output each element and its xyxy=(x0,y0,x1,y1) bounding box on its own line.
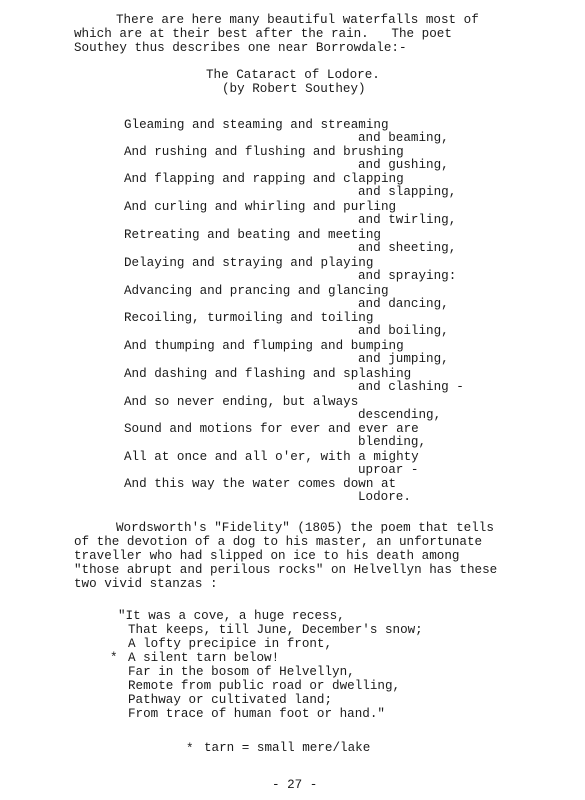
footnote-marker: * xyxy=(110,651,118,665)
poem-line-continuation: and clashing - xyxy=(358,380,464,394)
poem-line-continuation: and jumping, xyxy=(358,352,449,366)
stanza-line: Remote from public road or dwelling, xyxy=(128,679,401,693)
poem-line-continuation: uproar - xyxy=(358,463,419,477)
stanza-line: A silent tarn below! xyxy=(128,651,280,665)
poem-line-continuation: and slapping, xyxy=(358,185,457,199)
poem-line: Recoiling, turmoiling and toiling xyxy=(124,311,374,325)
poem-line: Delaying and straying and playing xyxy=(124,256,374,270)
poem-line: All at once and all o'er, with a mighty xyxy=(124,450,419,464)
poem-line: Advancing and prancing and glancing xyxy=(124,284,389,298)
stanza-line: From trace of human foot or hand." xyxy=(128,707,385,721)
paragraph-line: of the devotion of a dog to his master, an unfortunate xyxy=(74,535,483,549)
paragraph-line: Wordsworth's "Fidelity" (1805) the poem that tells xyxy=(116,521,494,535)
footnote-marker: * xyxy=(186,742,194,756)
poem-line-continuation: descending, xyxy=(358,408,442,422)
poem-line-continuation: and sheeting, xyxy=(358,241,457,255)
poem-line-continuation: and twirling, xyxy=(358,213,457,227)
page-number: - 27 - xyxy=(272,778,318,792)
intro-line: There are here many beautiful waterfalls most of xyxy=(116,13,479,27)
poem-line: And thumping and flumping and bumping xyxy=(124,339,404,353)
stanza-line: Pathway or cultivated land; xyxy=(128,693,333,707)
poem-author: (by Robert Southey) xyxy=(222,82,366,96)
paragraph-line: traveller who had slipped on ice to his death among xyxy=(74,549,460,563)
poem-line-continuation: and dancing, xyxy=(358,297,449,311)
poem-line-continuation: and spraying: xyxy=(358,269,457,283)
poem-line-continuation: and boiling, xyxy=(358,324,449,338)
stanza-line: A lofty precipice in front, xyxy=(128,637,333,651)
intro-line: which are at their best after the rain. The poet xyxy=(74,27,452,41)
poem-line: And flapping and rapping and clapping xyxy=(124,172,404,186)
poem-line: Sound and motions for ever and ever are xyxy=(124,422,419,436)
stanza-line: That keeps, till June, December's snow; xyxy=(128,623,423,637)
paragraph-line: "those abrupt and perilous rocks" on Helvellyn has these xyxy=(74,563,498,577)
poem-line: Gleaming and steaming and streaming xyxy=(124,118,389,132)
poem-line-continuation: blending, xyxy=(358,435,427,449)
poem-line: Retreating and beating and meeting xyxy=(124,228,381,242)
poem-line-continuation: and gushing, xyxy=(358,158,449,172)
poem-line: And this way the water comes down at xyxy=(124,477,397,491)
poem-title: The Cataract of Lodore. xyxy=(206,68,380,82)
poem-line: And so never ending, but always xyxy=(124,395,359,409)
poem-line-continuation: Lodore. xyxy=(358,490,411,504)
poem-line: And curling and whirling and purling xyxy=(124,200,397,214)
stanza-line: Far in the bosom of Helvellyn, xyxy=(128,665,355,679)
footnote: tarn = small mere/lake xyxy=(204,741,371,755)
poem-line: And rushing and flushing and brushing xyxy=(124,145,404,159)
paragraph-line: two vivid stanzas : xyxy=(74,577,218,591)
poem-line: And dashing and flashing and splashing xyxy=(124,367,412,381)
poem-line-continuation: and beaming, xyxy=(358,131,449,145)
stanza-line: "It was a cove, a huge recess, xyxy=(118,609,345,623)
intro-line: Southey thus describes one near Borrowdale:- xyxy=(74,41,407,55)
